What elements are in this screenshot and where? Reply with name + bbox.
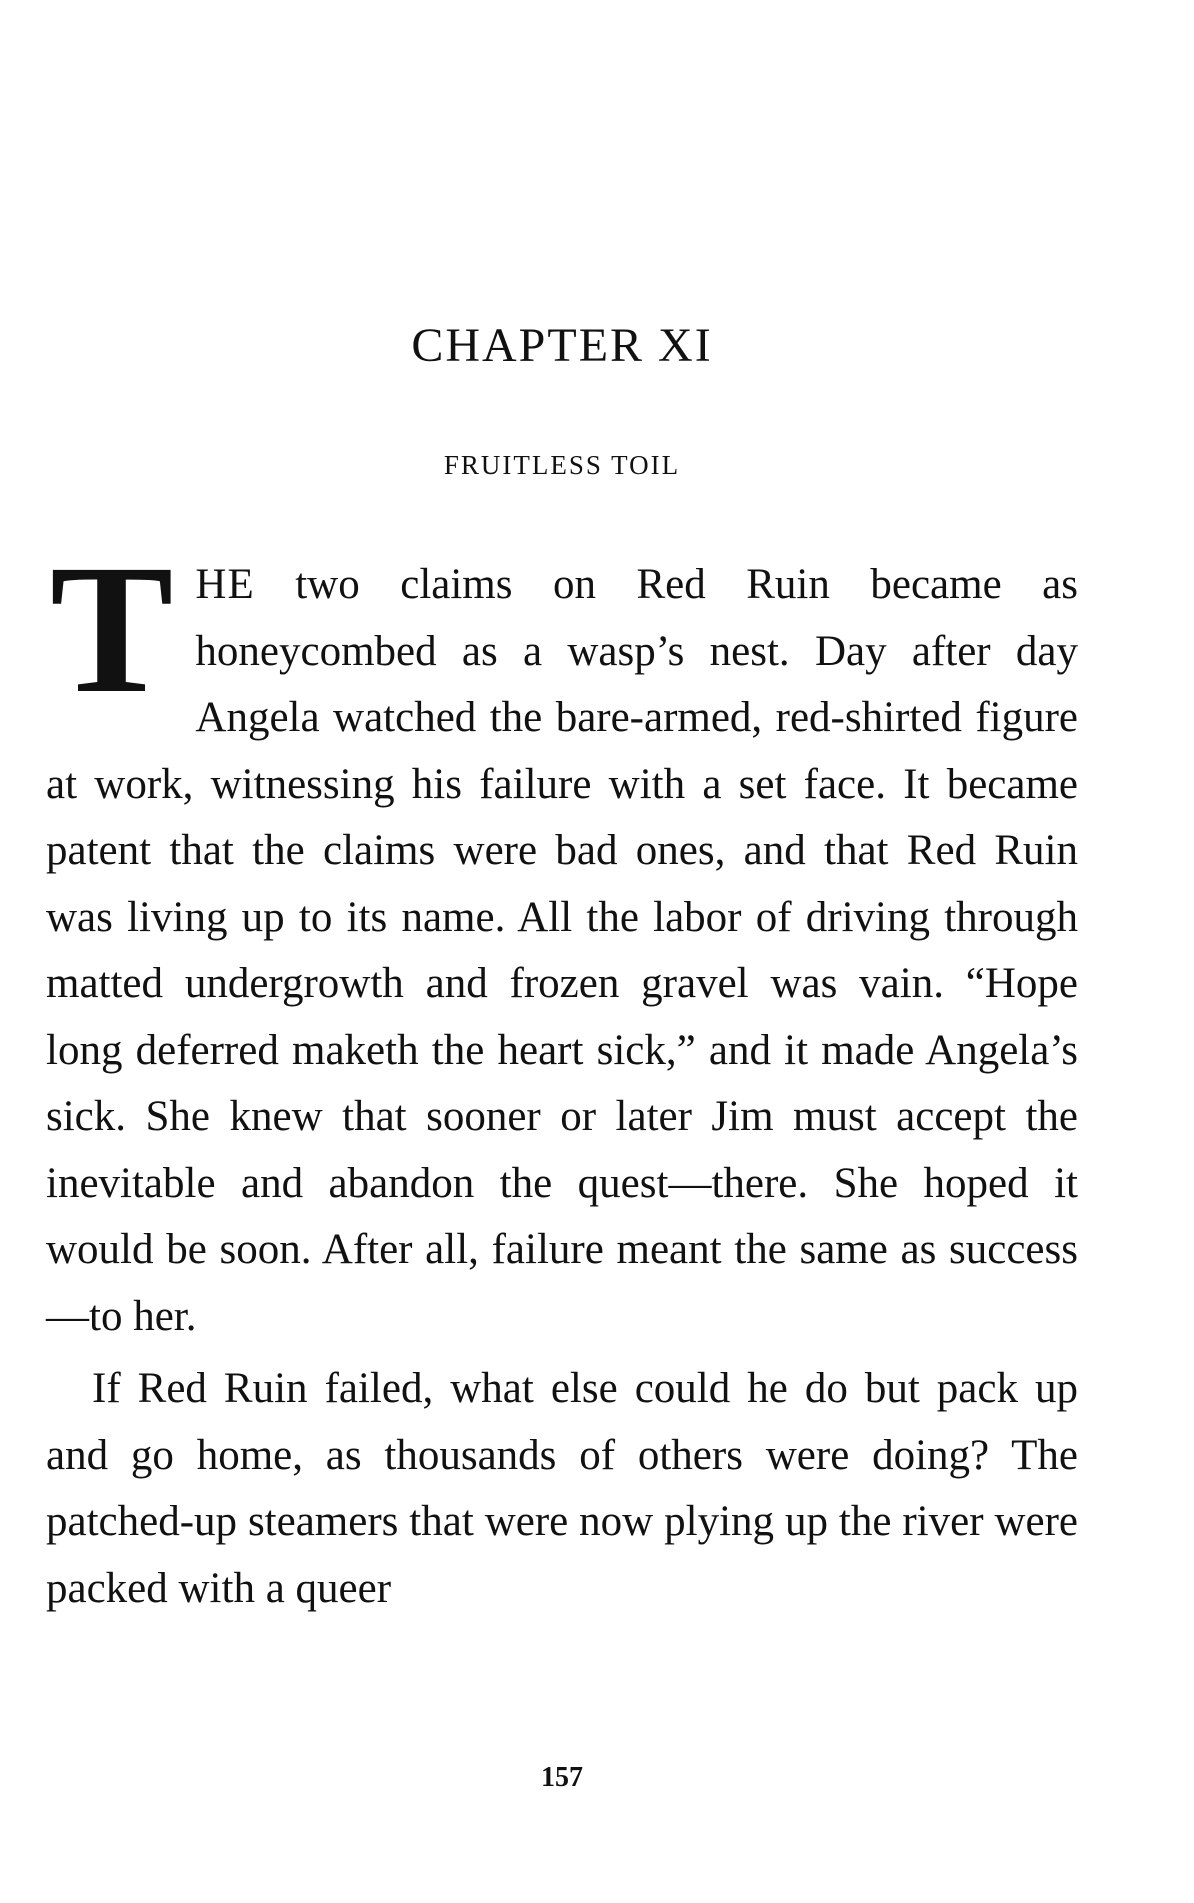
body-text — [46, 527, 1078, 1622]
paragraph-1 — [46, 527, 1078, 1350]
chapter-title: CHAPTER XI — [411, 319, 713, 372]
drop-cap: T — [50, 527, 174, 732]
page-number: 157 — [541, 1762, 583, 1793]
paragraph-1-text: two claims on Red Ruin became as honeycombed as a wasp’s nest. Day after day Angela watched the bare-armed, red-shirted figure at work, witnessing his failure with a set face. It became patent that the claims were bad ones, and that Red Ruin was living up to its name. All the labor of driving through matted undergrowth and frozen gravel was vain. “Hope long deferred maketh the heart sick,” and it made Angela’s sick. She knew that sooner or later Jim must accept the inevitable and abandon the quest—there. She hoped it would be soon. After all, failure meant the same as success—to her. — [46, 561, 1078, 1340]
lead-capitals: HE — [195, 561, 255, 608]
chapter-subtitle: FRUITLESS TOIL — [443, 450, 681, 480]
paragraph-2: If Red Ruin failed, what else could he do but pack up and go home, as thousands of others were doing? The patched-up steamers that were now plying up the river were packed with a queer — [46, 1365, 1078, 1612]
